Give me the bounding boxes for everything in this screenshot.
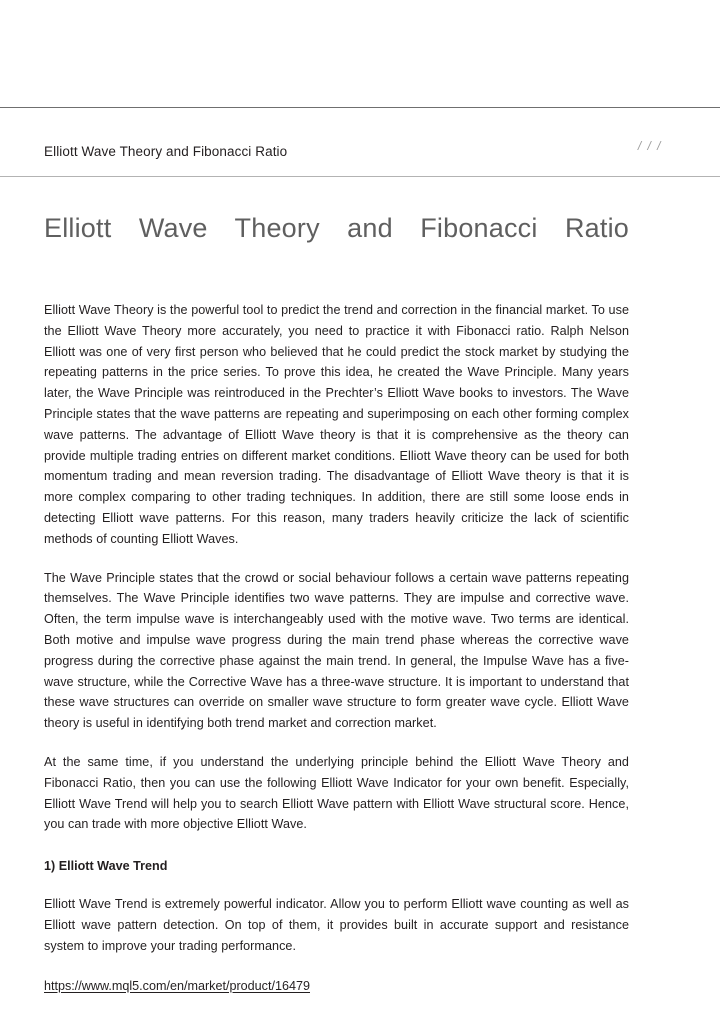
body-paragraph-3: At the same time, if you understand the underlying principle behind the Elliott Wave Theory and Fibonacci Ratio, then you can use the following Elliott Wave Indicator for your own benefit. Especially, Elliott Wave Trend will help you to search Elliott Wave pattern with Elliott Wave structural score. Hence, you can trade with more objective Elliott Wave. (44, 754, 629, 832)
document-content (0, 177, 720, 996)
page-top-margin (0, 0, 720, 107)
running-header (0, 107, 720, 177)
body-paragraph-2: The Wave Principle states that the crowd or social behaviour follows a certain wave patterns repeating themselves. The Wave Principle identifies two wave patterns. They are impulse and corrective wave. Often, the term impulse wave is interchangeably used with the motive wave. Two terms are identical. Both motive and impulse wave progress during the main trend phase whereas the corrective wave progress during the corrective phase against the main trend. In general, the Impulse Wave has a five-wave structure, while the Corrective Wave has a three-wave structure. It is important to understand that these wave structures can override on smaller wave structure to form greater wave cycle. Elliott Wave theory is useful in identifying both trend market and correction market. (44, 570, 629, 731)
link-paragraph (44, 957, 629, 996)
product-link[interactable]: https://www.mql5.com/en/market/product/16479 (44, 978, 310, 993)
body-paragraph-4: Elliott Wave Trend is extremely powerful indicator. Allow you to perform Elliott wave counting as well as Elliott wave pattern detection. On top of them, it provides built in accurate support and resistance system to improve your trading performance. (44, 897, 629, 953)
slash-marks-icon: / / / (637, 139, 662, 153)
running-header-title: Elliott Wave Theory and Fibonacci Ratio (44, 144, 288, 159)
page-title: Elliott Wave Theory and Fibonacci Ratio (44, 213, 629, 243)
subheading-elliott-wave-trend: 1) Elliott Wave Trend (44, 859, 168, 874)
body-paragraph-1: Elliott Wave Theory is the powerful tool to predict the trend and correction in the financial market. To use the Elliott Wave Theory more accurately, you need to practice it with Fibonacci ratio. Ralph Nelson Elliott was one of very first person who believed that he could predict the stock market by studying the repeating patterns in the price series. To prove this idea, he created the Wave Principle. Many years later, the Wave Principle was reintroduced in the Prechter’s Elliott Wave books to investors. The Wave Principle states that the wave patterns are repeating and superimposing on each other forming complex wave patterns. The advantage of Elliott Wave theory is that it is comprehensive as the theory can provide multiple trading entries on different market conditions. Elliott Wave theory can be used for both momentum trading and mean reversion trading. The disadvantage of Elliott Wave theory is that it is more complex comparing to other trading techniques. In addition, there are still some loose ends in detecting Elliott wave patterns. For this reason, many traders heavily criticize the lack of scientific methods of counting Elliott Waves. (44, 303, 629, 546)
